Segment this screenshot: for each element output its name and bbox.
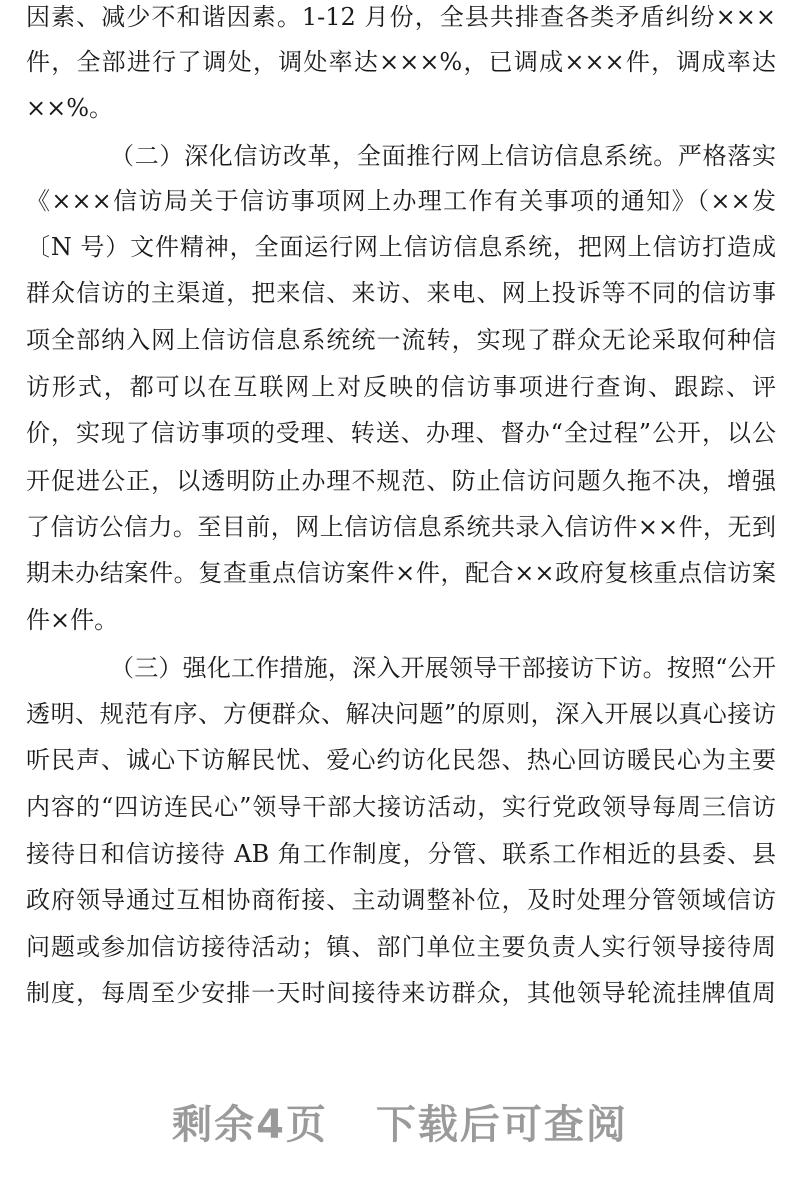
text-line: 件，全部进行了调处，调处率达×××%，已调成×××件，调成率达 xyxy=(26,48,776,76)
text-line: 听民声、诚心下访解民忧、爱心约访化民怨、热心回访暖民心为主要 xyxy=(26,746,776,774)
text-line: 内容的“四访连民心”领导干部大接访活动，实行党政领导每周三信访 xyxy=(26,793,776,821)
text-line: 访形式，都可以在互联网上对反映的信访事项进行查询、跟踪、评 xyxy=(26,373,776,401)
text-line: ××%。 xyxy=(26,94,114,122)
text-line: 〔N 号）文件精神，全面运行网上信访信息系统，把网上信访打造成 xyxy=(26,233,776,261)
text-line: 期未办结案件。复查重点信访案件×件，配合××政府复核重点信访案 xyxy=(26,559,776,587)
text-line: 群众信访的主渠道，把来信、来访、来电、网上投诉等不同的信访事 xyxy=(26,279,776,307)
text-line: 件×件。 xyxy=(26,606,119,634)
text-line: 接待日和信访接待 AB 角工作制度，分管、联系工作相近的县委、县 xyxy=(26,840,776,868)
text-line: 因素、减少不和谐因素。1-12 月份，全县共排查各类矛盾纠纷××× xyxy=(26,3,776,31)
download-banner[interactable] xyxy=(0,1095,800,1155)
text-line: 政府领导通过互相协商衔接、主动调整补位，及时处理分管领域信访 xyxy=(26,886,776,914)
text-line: 价，实现了信访事项的受理、转送、办理、督办“全过程”公开，以公 xyxy=(26,419,776,447)
text-line: 透明、规范有序、方便群众、解决问题”的原则，深入开展以真心接访 xyxy=(26,700,776,728)
download-hint-label: 下载后可查阅 xyxy=(375,1102,628,1148)
paragraph-heading-3: （三）强化工作措施，深入开展领导干部接访下访。按照“公开 xyxy=(110,654,776,682)
text-line: 开促进公正，以透明防止办理不规范、防止信访问题久拖不决，增强 xyxy=(26,467,776,495)
text-line: 项全部纳入网上信访信息系统统一流转，实现了群众无论采取何种信 xyxy=(26,326,776,354)
remaining-pages-label: 剩余4页 xyxy=(172,1102,328,1148)
text-line: 《×××信访局关于信访事项网上办理工作有关事项的通知》（××发 xyxy=(26,187,776,215)
text-line: 制度，每周至少安排一天时间接待来访群众，其他领导轮流挂牌值周 xyxy=(26,979,776,1007)
paragraph-heading-2: （二）深化信访改革，全面推行网上信访信息系统。严格落实 xyxy=(110,142,776,170)
text-line: 问题或参加信访接待活动；镇、部门单位主要负责人实行领导接待周 xyxy=(26,933,776,961)
text-line: 了信访公信力。至目前，网上信访信息系统共录入信访件××件，无到 xyxy=(26,513,776,541)
